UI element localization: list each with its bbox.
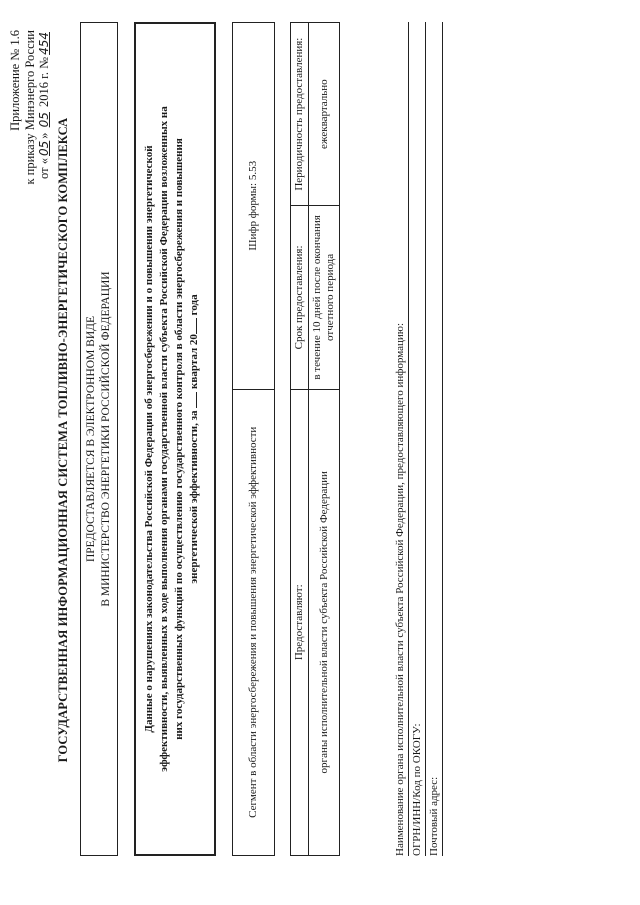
date-suffix: г. № bbox=[37, 56, 51, 79]
rotated-page bbox=[0, 10, 640, 870]
submission-box bbox=[80, 22, 118, 856]
deadline-header: Срок предоставления: bbox=[291, 206, 309, 389]
periodicity-header: Периодичность предоставления: bbox=[291, 23, 309, 206]
date-month-handwritten: 05 bbox=[37, 112, 51, 128]
ogrn-field[interactable]: ОГРН/ИНН/Код по ОКОГУ: bbox=[409, 22, 426, 856]
provides-value: органы исполнительной власти субъекта Российской Федерации bbox=[309, 389, 340, 855]
data-line-4-c: года bbox=[188, 294, 200, 316]
date-year: 2016 bbox=[37, 81, 51, 107]
provision-table bbox=[290, 22, 340, 856]
segment-table bbox=[232, 22, 275, 856]
data-line-3: них государственных функций по осуществлению государственного контроля в области энергосбережения и повышения bbox=[173, 138, 185, 740]
document-title: ГОСУДАРСТВЕННАЯ ИНФОРМАЦИОННАЯ СИСТЕМА ТОПЛИВНО-ЭНЕРГЕТИЧЕСКОГО КОМПЛЕКСА bbox=[56, 117, 70, 763]
quarter-blank[interactable] bbox=[196, 392, 197, 408]
provides-header: Предоставляют: bbox=[291, 389, 309, 855]
data-line-1: Данные о нарушениях законодательства Российской Федерации об энергосбережении и о повышении энергетической bbox=[143, 145, 155, 733]
order-number-handwritten: 454 bbox=[37, 32, 51, 55]
periodicity-value: ежеквартально bbox=[309, 23, 340, 206]
date-mid: » bbox=[37, 132, 51, 139]
submission-line-2: В МИНИСТЕРСТВО ЭНЕРГЕТИКИ РОССИЙСКОЙ ФЕДЕРАЦИИ bbox=[100, 271, 112, 607]
form-code: Шифр формы: 5.53 bbox=[233, 23, 275, 390]
segment-label: Сегмент в области энергосбережения и повышения энергетической эффективности bbox=[233, 389, 275, 855]
org-name-field[interactable]: Наименование органа исполнительной власти субъекта Российской Федерации, предоставляющего информацию: bbox=[392, 22, 409, 856]
submission-line-1: ПРЕДОСТАВЛЯЕТСЯ В ЭЛЕКТРОННОМ ВИДЕ bbox=[85, 315, 97, 563]
date-prefix: от « bbox=[37, 158, 51, 179]
data-line-4 bbox=[187, 38, 202, 840]
date-day-handwritten: 05 bbox=[37, 140, 51, 156]
appendix-date bbox=[37, 30, 52, 290]
data-line-4-b: квартал 20 bbox=[188, 334, 200, 389]
appendix-header bbox=[8, 30, 52, 290]
year-blank[interactable] bbox=[196, 318, 197, 334]
data-line-4-a: энергетической эффективности, за bbox=[188, 410, 200, 584]
appendix-order-ref: к приказу Минэнерго России bbox=[22, 30, 37, 185]
deadline-value: в течение 10 дней после окончания отчетного периода bbox=[309, 206, 340, 389]
data-line-2: эффективности, выявленных в ходе выполнения органами государственной власти субъекта Российской Федерации возложенных на bbox=[158, 106, 170, 772]
respondent-info bbox=[392, 22, 443, 856]
postal-address-field[interactable]: Почтовый адрес: bbox=[426, 22, 443, 856]
data-description-box bbox=[134, 22, 216, 856]
appendix-number: Приложение № 1.6 bbox=[8, 30, 22, 131]
